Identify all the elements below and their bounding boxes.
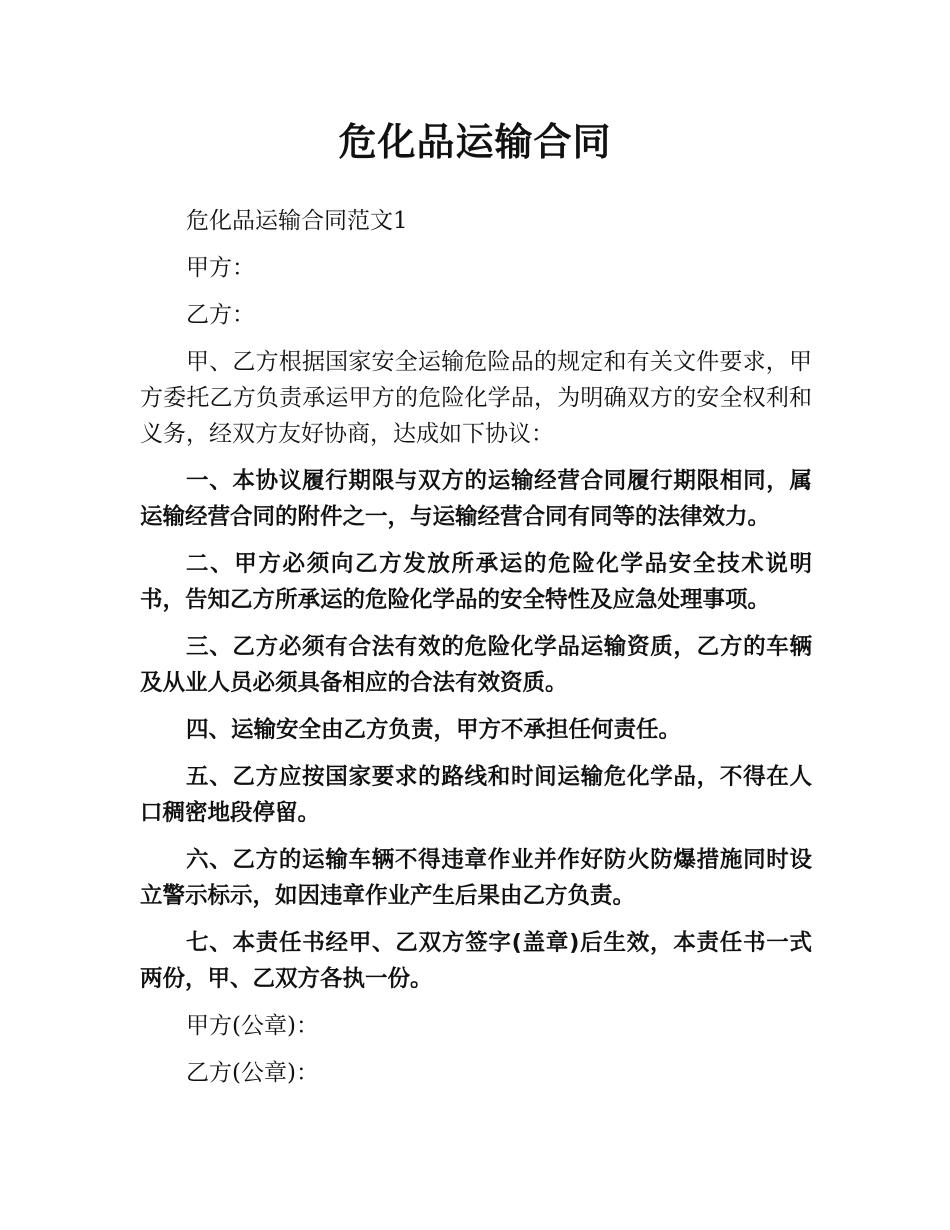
subtitle-paragraph: 危化品运输合同范文1 <box>186 208 408 234</box>
party-a-line: 甲方： <box>186 255 255 281</box>
party-b-line: 乙方： <box>186 302 255 328</box>
preamble-paragraph: 甲、乙方根据国家安全运输危险品的规定和有关文件要求，甲方委托乙方负责承运甲方的危险化学品，为明确双方的安全权利和义务，经双方友好协商，达成如下协议： <box>140 349 812 447</box>
party-a-seal-line: 甲方(公章)： <box>186 1013 319 1039</box>
clause-6: 六、乙方的运输车辆不得违章作业并作好防火防爆措施同时设立警示标示，如因违章作业产生后果由乙方负责。 <box>140 847 812 909</box>
clause-4: 四、运输安全由乙方负责，甲方不承担任何责任。 <box>186 717 682 743</box>
clause-1: 一、本协议履行期限与双方的运输经营合同履行期限相同，属运输经营合同的附件之一，与运输经营合同有同等的法律效力。 <box>140 468 812 530</box>
clause-2: 二、甲方必须向乙方发放所承运的危险化学品安全技术说明书，告知乙方所承运的危险化学品的安全特性及应急处理事项。 <box>140 551 812 613</box>
document-title: 危化品运输合同 <box>338 120 612 164</box>
clause-5: 五、乙方应按国家要求的路线和时间运输危化学品，不得在人口稠密地段停留。 <box>140 764 812 826</box>
clause-7: 七、本责任书经甲、乙双方签字(盖章)后生效，本责任书一式两份，甲、乙双方各执一份。 <box>140 930 812 992</box>
party-b-seal-line: 乙方(公章)： <box>186 1060 319 1086</box>
document-body <box>140 203 812 1102</box>
clause-3: 三、乙方必须有合法有效的危险化学品运输资质，乙方的车辆及从业人员必须具备相应的合法有效资质。 <box>140 634 812 696</box>
